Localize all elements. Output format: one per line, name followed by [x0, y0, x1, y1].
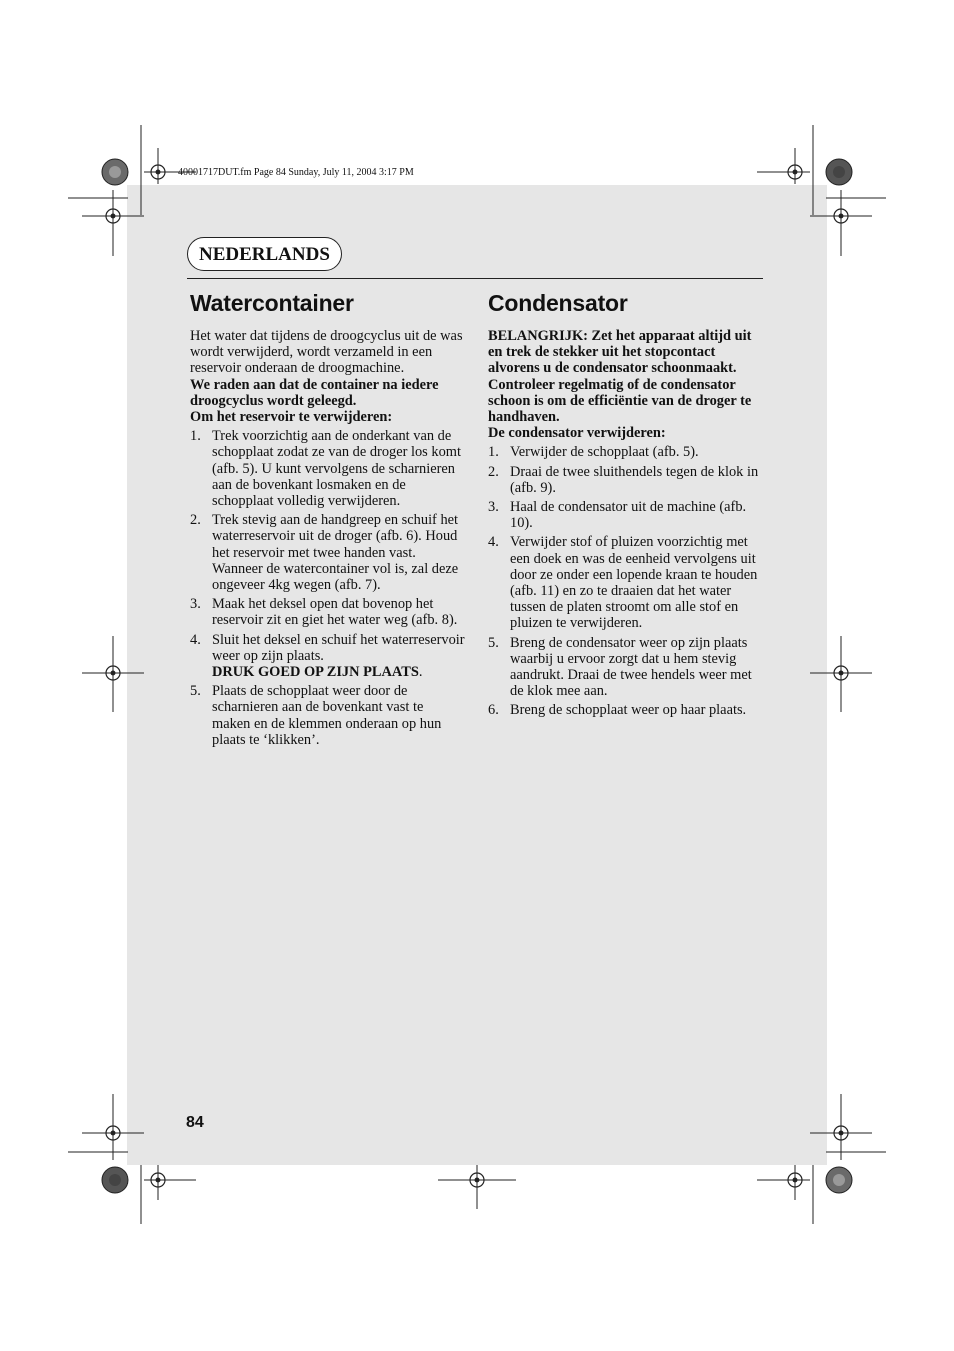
condensator-important: BELANGRIJK: Zet het apparaat altijd uit en trek de stekker uit het stopcontact alvorens u de condensator schoonmaakt.: [488, 328, 752, 377]
list-item: [190, 632, 465, 681]
step-number: 2.: [488, 463, 499, 480]
step-number: 1.: [190, 428, 201, 445]
watercontainer-heading: Watercontainer: [190, 290, 354, 316]
list-item: [488, 702, 764, 718]
step-number: 3.: [190, 596, 201, 613]
watercontainer-advice: We raden aan dat de container na iedere droogcyclus wordt geleegd.: [190, 376, 439, 409]
step-text: Verwijder de schopplaat (afb. 5).: [510, 444, 699, 461]
file-slug: 40001717DUT.fm Page 84 Sunday, July 11, 2004 3:17 PM: [178, 167, 414, 178]
page-number: 84: [186, 1114, 204, 1131]
step-number: 2.: [190, 512, 201, 529]
step-number: 6.: [488, 702, 499, 719]
step-number: 3.: [488, 499, 499, 516]
watercontainer-steps: [190, 428, 465, 748]
language-label: NEDERLANDS: [187, 237, 342, 271]
step-text: Breng de condensator weer op zijn plaats waarbij u ervoor zorgt dat u hem stevig aandrukt. Draai de twee hendels weer met de klok mee aan.: [510, 634, 752, 700]
step-text: Trek stevig aan de handgreep en schuif het waterreservoir uit de droger (afb. 6). Houd het reservoir met twee handen vast. Wanneer de watercontainer vol is, zal deze ongeveer 4kg wegen (afb. 7).: [212, 512, 459, 594]
list-item: [488, 534, 764, 631]
list-item: [190, 512, 465, 593]
step-text: Maak het deksel open dat bovenop het reservoir zit en giet het water weg (afb. 8).: [212, 596, 458, 629]
step-number: 1.: [488, 444, 499, 461]
step-number: 5.: [488, 634, 499, 651]
list-item: [190, 428, 465, 509]
step-number: 4.: [190, 631, 201, 648]
condensator-subheading: De condensator verwijderen:: [488, 425, 666, 442]
list-item: [190, 596, 465, 628]
list-item: [488, 635, 764, 700]
condensator-check: Controleer regelmatig of de condensator schoon is om de efficiëntie van de droger te handhaven.: [488, 376, 752, 426]
step-text: Plaats de schopplaat weer door de scharnieren aan de bovenkant vast te maken en de klemmen onderaan op hun plaats te ‘klikken’.: [212, 683, 442, 748]
step-text: Trek voorzichtig aan de onderkant van de schopplaat zodat ze van de droger los komt (afb. 5). U kunt vervolgens de scharnieren aan de bovenkant losmaken en de schopplaat volledig verwijderen.: [212, 428, 461, 510]
step-text: Breng de schopplaat weer op haar plaats.: [510, 702, 747, 719]
step-tail: .: [418, 664, 423, 681]
step-emphasis: DRUK GOED OP ZIJN PLAATS: [212, 664, 419, 681]
list-item: [488, 464, 764, 496]
step-text: Verwijder stof of pluizen voorzichtig met een doek en was de eenheid vervolgens uit door ze onder een lopende kraan te houden (afb. 11) en zo te draaien dat het water tussen de platen stroomt om alle stof en pluizen te verwijderen.: [510, 534, 758, 632]
step-number: 5.: [190, 683, 201, 700]
step-text: Sluit het deksel en schuif het waterreservoir weer op zijn plaats.: [212, 631, 465, 664]
condensator-steps: [488, 444, 764, 718]
list-item: [488, 444, 764, 460]
condensator-column: [488, 288, 764, 719]
header-rule: [187, 278, 763, 279]
step-text: Draai de twee sluithendels tegen de klok in (afb. 9).: [510, 463, 759, 496]
watercontainer-column: [190, 288, 465, 748]
step-text: Haal de condensator uit de machine (afb. 10).: [510, 499, 747, 532]
list-item: [488, 499, 764, 531]
watercontainer-subheading: Om het reservoir te verwijderen:: [190, 409, 393, 426]
watercontainer-intro: Het water dat tijdens de droogcyclus uit de was wordt verwijderd, wordt verzameld in een reservoir onderaan de droogmachine.: [190, 328, 463, 377]
step-number: 4.: [488, 534, 499, 551]
condensator-heading: Condensator: [488, 290, 628, 316]
list-item: [190, 683, 465, 748]
